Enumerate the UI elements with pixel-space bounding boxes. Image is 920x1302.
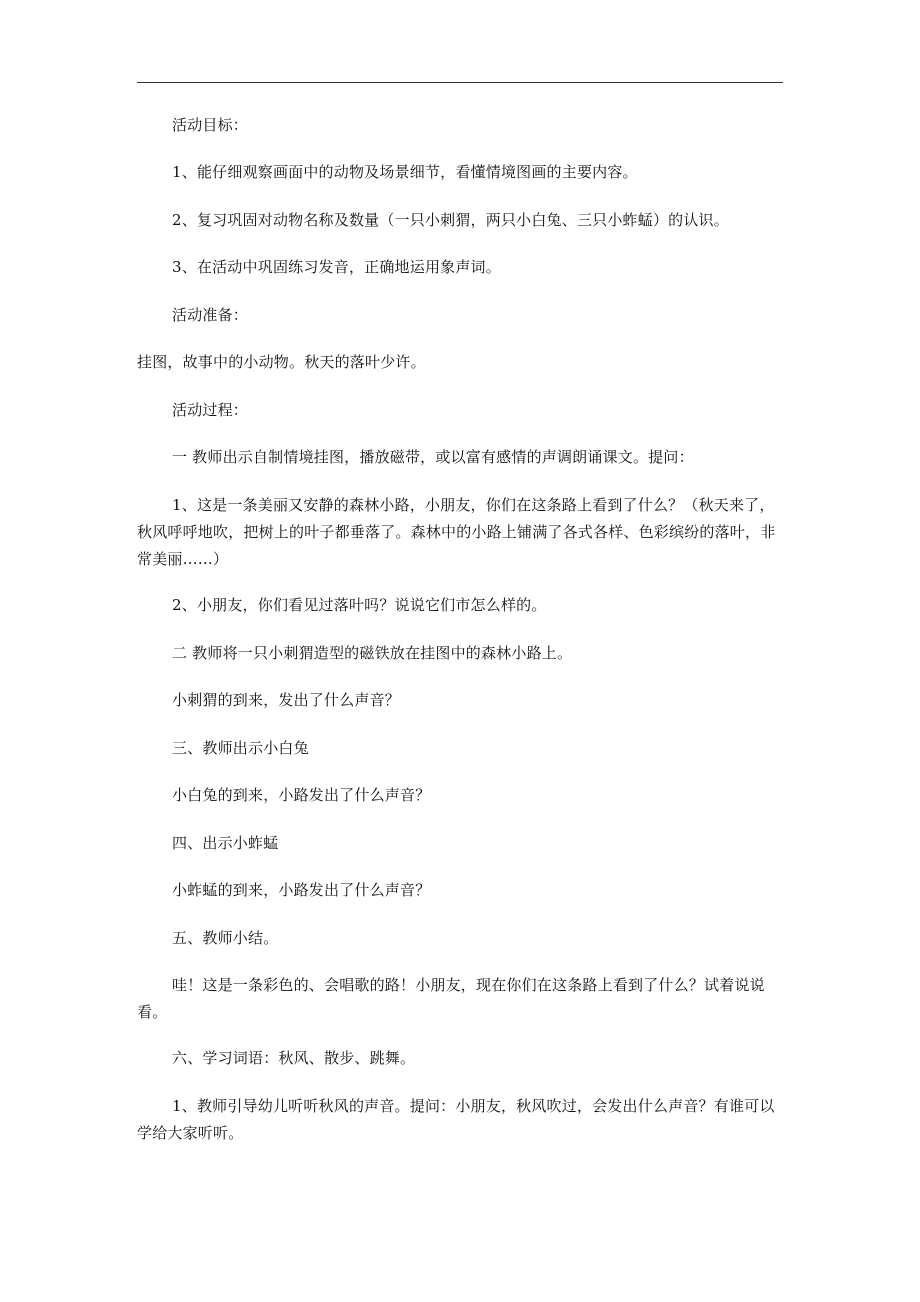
goal-item-1: 1、能仔细观察画面中的动物及场景细节，看懂情境图画的主要内容。 — [172, 163, 638, 181]
section-heading-prep: 活动准备： — [172, 306, 249, 324]
summary-text: 哇！这是一条彩色的、会唱歌的路！小朋友，现在你们在这条路上看到了什么？试着说说看。 — [137, 976, 765, 1021]
process-step-4: 四、出示小蚱蜢 — [172, 834, 279, 852]
process-question-2: 2、小朋友，你们看见过落叶吗？说说它们市怎么样的。 — [172, 596, 547, 614]
grasshopper-question: 小蚱蜢的到来，小路发出了什么声音？ — [172, 881, 431, 899]
section-heading-goals: 活动目标： — [172, 116, 249, 134]
wind-question: 1、教师引导幼儿听听秋风的声音。提问：小朋友，秋风吹过，会发出什么声音？有谁可以学给大家听听。 — [137, 1097, 775, 1142]
process-step-1: 一 教师出示自制情境挂图，播放磁带，或以富有感情的声调朗诵课文。提问： — [172, 448, 694, 466]
process-step-5: 五、教师小结。 — [172, 929, 279, 947]
goal-item-2: 2、复习巩固对动物名称及数量（一只小刺猬，两只小白兔、三只小蚱蜢）的认识。 — [172, 211, 729, 229]
header-rule — [137, 82, 783, 83]
process-question-1: 1、这是一条美丽又安静的森林小路，小朋友，你们在这条路上看到了什么？（秋天来了，秋风呼呼地吹，把树上的叶子都垂落了。森林中的小路上铺满了各式各样、色彩缤纷的落叶，非常美丽……） — [137, 496, 776, 568]
hedgehog-question: 小刺猬的到来，发出了什么声音？ — [172, 691, 401, 709]
process-step-3: 三、教师出示小白兔 — [172, 739, 309, 757]
section-heading-process: 活动过程： — [172, 401, 249, 419]
prep-text: 挂图，故事中的小动物。秋天的落叶少许。 — [137, 353, 426, 371]
process-step-2: 二 教师将一只小刺猬造型的磁铁放在挂图中的森林小路上。 — [172, 644, 573, 662]
goal-item-3: 3、在活动中巩固练习发音，正确地运用象声词。 — [172, 258, 501, 276]
rabbit-question: 小白兔的到来，小路发出了什么声音？ — [172, 786, 431, 804]
process-step-6: 六、学习词语：秋风、散步、跳舞。 — [172, 1049, 416, 1067]
